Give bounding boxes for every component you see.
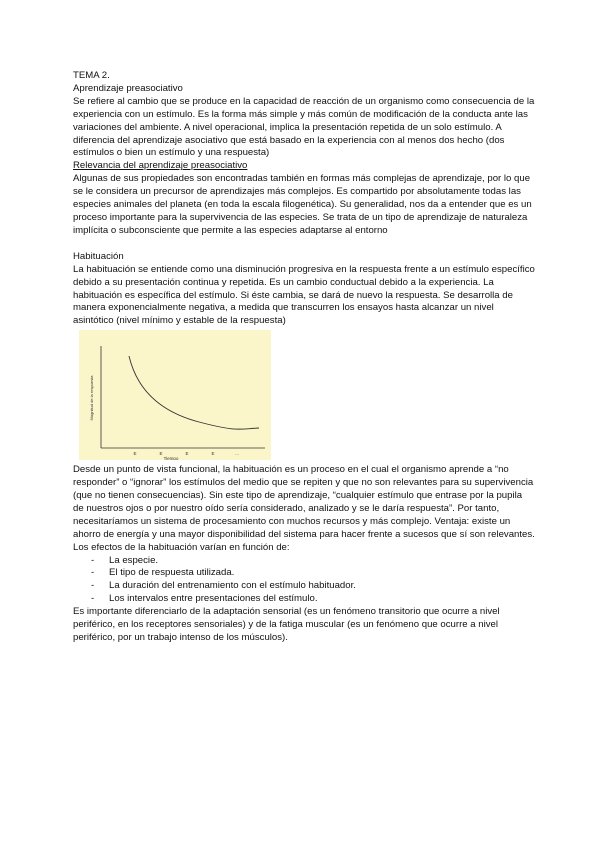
bullet-dash: - (91, 567, 95, 579)
effects-list (73, 555, 535, 607)
habituation-curve-figure (79, 330, 271, 460)
x-tick-label: E (185, 451, 189, 457)
bullet-dash: - (91, 593, 95, 605)
x-axis-label: Tiempo (163, 456, 179, 461)
subheading-relevancia: Relevancia del aprendizaje preasociativo (73, 160, 248, 172)
x-tick-label: E (211, 451, 215, 457)
x-tick-label: E (159, 451, 163, 457)
paragraph-relevancia: Algunas de sus propiedades son encontradas también en formas más complejas de aprendizaje, por lo que se le considera un precursor de aprendizajes más complejos. Es compartido por absolutamente todas las especies animales del planeta (en toda la escala filogenética). Su generalidad, nos da a entender que es un proceso importante para la supervivencia de las especies. Se trata de un tipo de aprendizaje de naturaleza implícita o subconsciente que permite a las especies adaptarse al entorno (73, 173, 532, 236)
list-item-text: La duración del entrenamiento con el estímulo habituador. (109, 580, 356, 592)
x-tick-label: ... (235, 451, 239, 457)
bullet-dash: - (91, 554, 95, 566)
x-tick-label: E (133, 451, 137, 457)
list-item (73, 593, 535, 606)
list-item-text: Los intervalos entre presentaciones del estímulo. (109, 593, 318, 605)
bullet-dash: - (91, 580, 95, 592)
paragraph-habituacion: La habituación se entiende como una disminución progresiva en la respuesta frente a un estímulo específico debido a su presentación continua y repetida. Es un cambio conductual debido a la experiencia. La habituación es específica del estímulo. Si éste cambia, se dará de nuevo la respuesta. Se desarrolla de manera exponencialmente negativa, a medida que transcurren los ensayos hasta alcanzar un nivel asintótico (nivel mínimo y estable de la respuesta) (73, 263, 535, 327)
habituation-curve-chart (79, 330, 271, 460)
document-page (73, 70, 535, 645)
y-axis-label: Magnitud de la respuesta (89, 375, 94, 421)
section-heading-preasociativo: Aprendizaje preasociativo (73, 82, 183, 94)
list-item-text: El tipo de respuesta utilizada. (109, 567, 235, 579)
list-item (73, 580, 535, 593)
list-item (73, 567, 535, 580)
paragraph-preasociativo: Se refiere al cambio que se produce en la capacidad de reacción de un organismo como consecuencia de la experiencia con un estímulo. Es la forma más simple y más común de modificación de la conducta ante las variaciones del ambiente. A nivel operacional, implica la presentación repetida de un solo estímulo. A diferencia del aprendizaje asociativo que está basado en la experiencia con al menos dos hecho (dos estímulos o bien un estímulo y una respuesta) (73, 95, 535, 159)
habituation-curve (129, 356, 259, 429)
paragraph-funcional: Desde un punto de vista funcional, la habituación es un proceso en el cual el organismo aprende a “no responder” o “ignorar” los estímulos del medio que se repiten y que no son relevantes para su supervivencia (que no tienen consecuencias). Sin este tipo de aprendizaje, “cualquier estímulo que entrase por la pupila de nuestros ojos o por nuestro oído sería considerado, analizado y se le daría respuesta”. Por tanto, necesitaríamos un sistema de procesamiento con muchos recursos y más complejo. Ventaja: existe un ahorro de energía y una mayor disponibilidad del sistema para hacer frente a sucesos que sí son relevantes. (73, 464, 535, 540)
spacer (73, 238, 535, 251)
paragraph-closing: Es importante diferenciarlo de la adaptación sensorial (es un fenómeno transitorio que ocurre a nivel periférico, en los receptores sensoriales) y de la fatiga muscular (es un fenómeno que ocurre a nivel periférico, por un trabajo intenso de los músculos). (73, 606, 500, 643)
list-item (73, 555, 535, 568)
document-title: TEMA 2. (73, 70, 110, 81)
list-item-text: La especie. (109, 554, 159, 566)
section-heading-habituacion: Habituación (73, 250, 124, 262)
effects-intro: Los efectos de la habituación varían en función de: (73, 541, 290, 553)
